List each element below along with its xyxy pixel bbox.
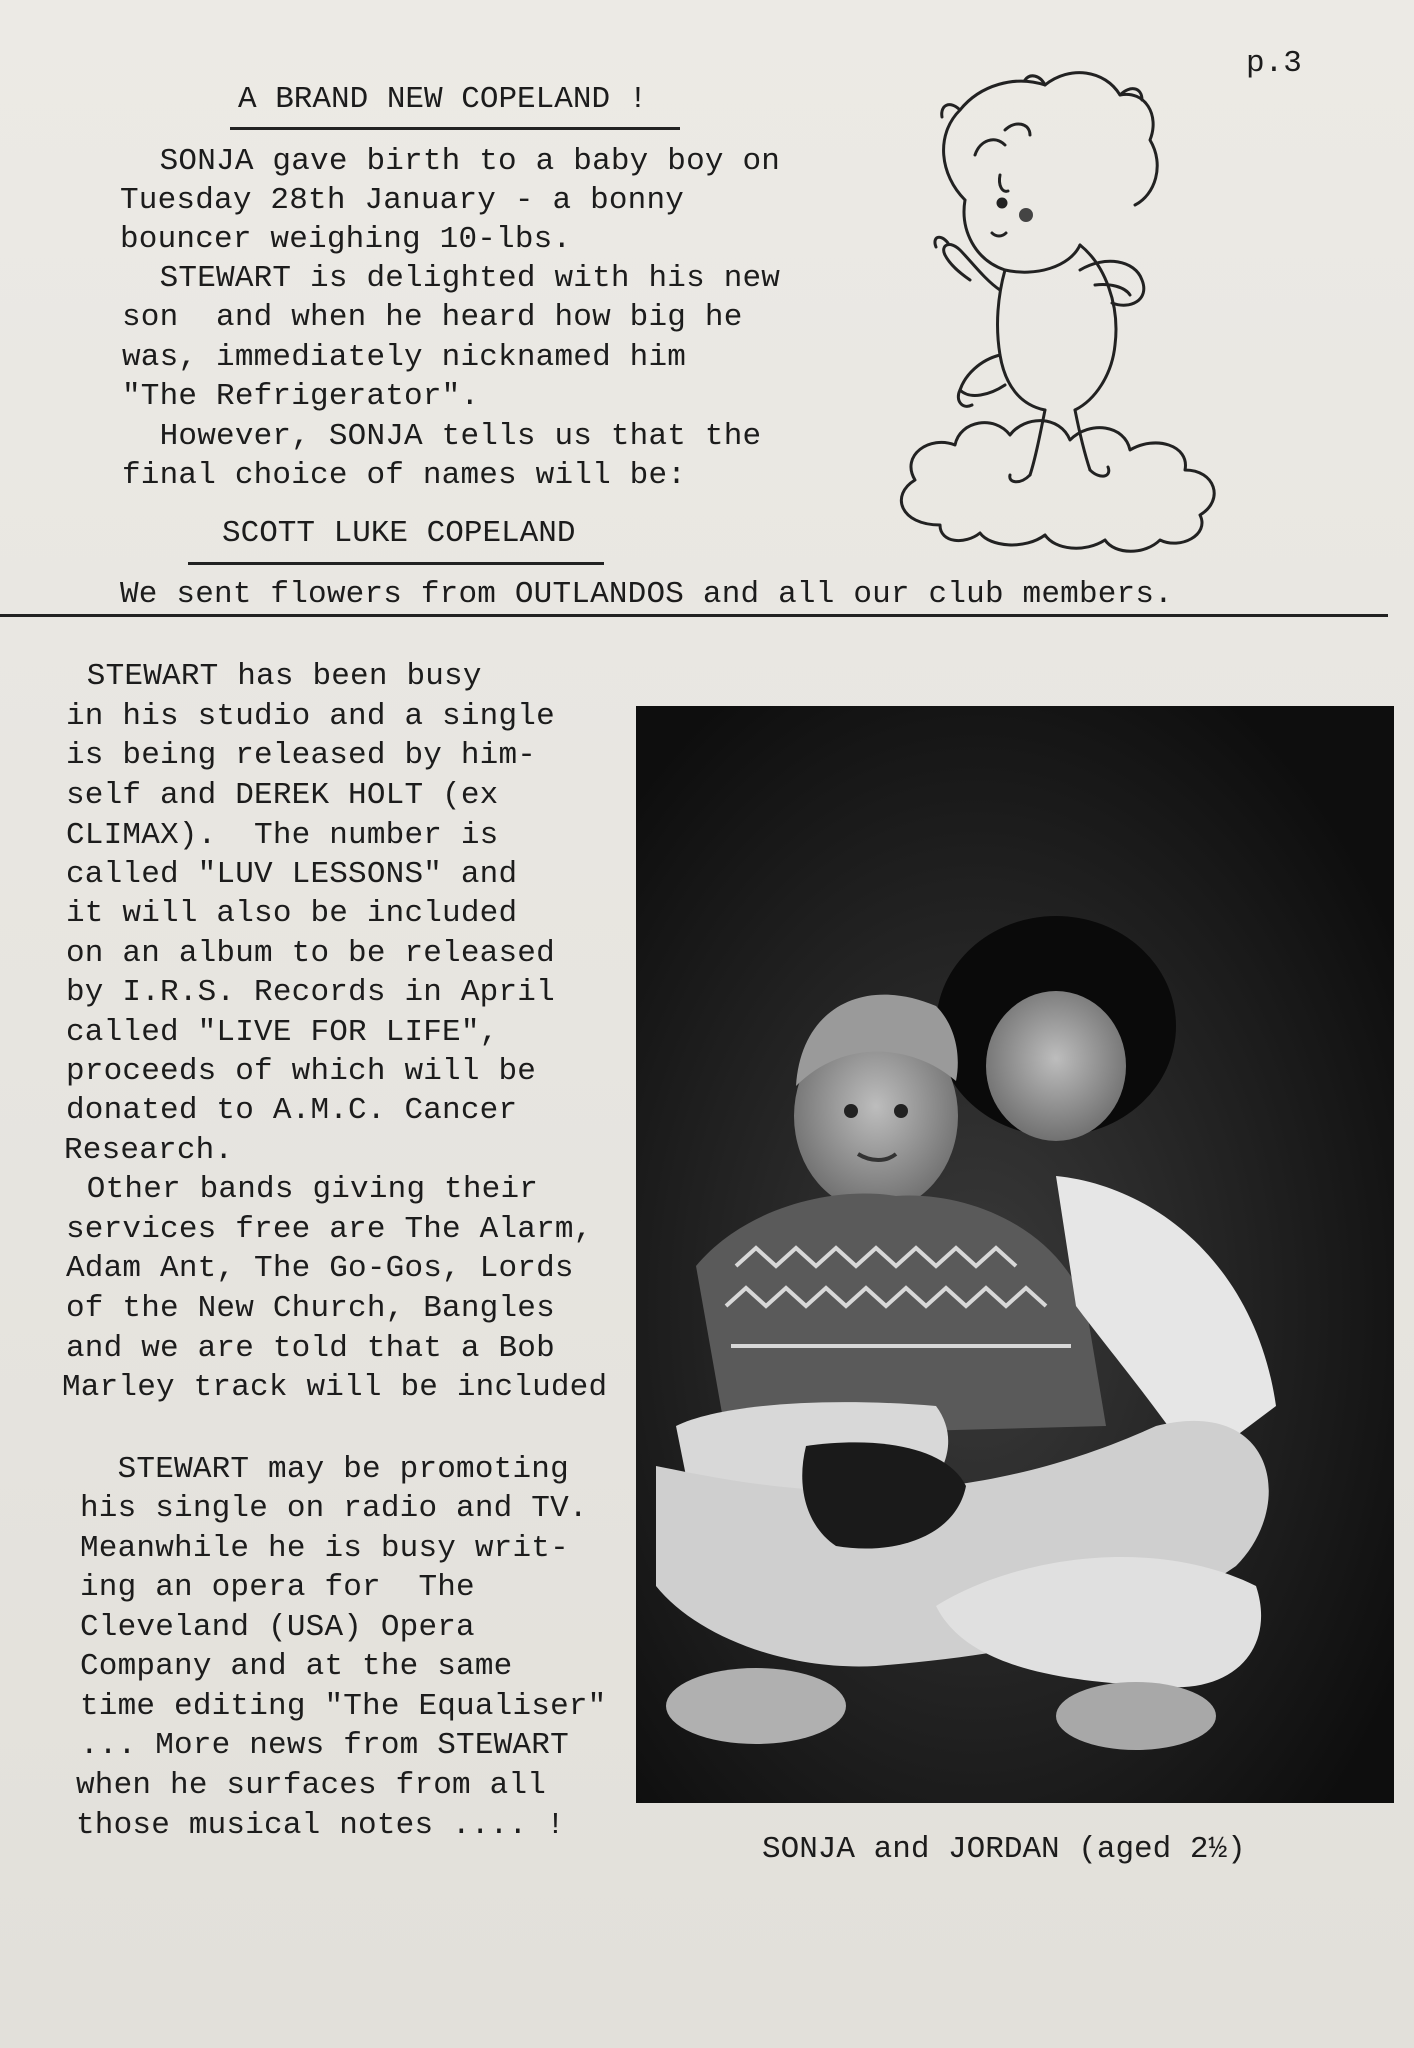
birth-line: However, SONJA tells us that the xyxy=(122,419,762,454)
promo-line: Meanwhile he is busy writ- xyxy=(80,1531,569,1566)
studio-line: and we are told that a Bob xyxy=(66,1331,555,1366)
birth-line: SONJA gave birth to a baby boy on xyxy=(122,144,781,179)
studio-line: Research. xyxy=(64,1133,234,1168)
studio-line: STEWART has been busy xyxy=(68,659,482,694)
studio-line: Marley track will be included xyxy=(62,1370,608,1405)
section-divider xyxy=(0,614,1388,617)
promo-line: Cleveland (USA) Opera xyxy=(80,1610,475,1645)
studio-line: proceeds of which will be xyxy=(66,1054,537,1089)
promo-line: Company and at the same xyxy=(80,1649,513,1684)
promo-line: ing an opera for The xyxy=(80,1570,475,1605)
studio-line: services free are The Alarm, xyxy=(66,1212,593,1247)
flowers-note: We sent flowers from OUTLANDOS and all our club members. xyxy=(120,577,1173,612)
promo-line: his single on radio and TV. xyxy=(80,1491,588,1526)
birth-line: "The Refrigerator". xyxy=(122,379,480,414)
headline-underline xyxy=(230,127,680,130)
studio-line: in his studio and a single xyxy=(66,699,555,734)
birth-line: Tuesday 28th January - a bonny xyxy=(120,183,685,218)
studio-line: of the New Church, Bangles xyxy=(66,1291,555,1326)
studio-line: called "LUV LESSONS" and xyxy=(66,857,518,892)
birth-line: bouncer weighing 10-lbs. xyxy=(120,222,572,257)
birth-line: final choice of names will be: xyxy=(122,458,687,493)
promo-line: ... More news from STEWART xyxy=(80,1728,569,1763)
birth-line: son and when he heard how big he xyxy=(122,300,743,335)
promo-line: those musical notes .... ! xyxy=(76,1808,565,1843)
studio-line: Other bands giving their xyxy=(68,1172,539,1207)
studio-line: it will also be included xyxy=(66,896,518,931)
birth-line: STEWART is delighted with his new xyxy=(122,261,781,296)
baby-name-underline xyxy=(188,562,604,565)
cherub-illustration xyxy=(880,55,1240,555)
studio-line: CLIMAX). The number is xyxy=(66,818,499,853)
studio-line: self and DEREK HOLT (ex xyxy=(66,778,499,813)
birth-headline: A BRAND NEW COPELAND ! xyxy=(238,82,648,117)
promo-line: time editing "The Equaliser" xyxy=(80,1689,607,1724)
promo-line: when he surfaces from all xyxy=(76,1768,547,1803)
studio-line: donated to A.M.C. Cancer xyxy=(66,1093,518,1128)
photo-caption: SONJA and JORDAN (aged 2½) xyxy=(762,1832,1246,1867)
promo-line: STEWART may be promoting xyxy=(80,1452,569,1487)
studio-line: is being released by him- xyxy=(66,738,537,773)
baby-name: SCOTT LUKE COPELAND xyxy=(222,516,576,551)
page-number: p.3 xyxy=(1246,46,1302,81)
studio-line: on an album to be released xyxy=(66,936,555,971)
studio-line: called "LIVE FOR LIFE", xyxy=(66,1015,499,1050)
studio-line: by I.R.S. Records in April xyxy=(66,975,555,1010)
birth-line: was, immediately nicknamed him xyxy=(122,340,687,375)
family-photo xyxy=(636,706,1394,1803)
studio-line: Adam Ant, The Go-Gos, Lords xyxy=(66,1251,574,1286)
